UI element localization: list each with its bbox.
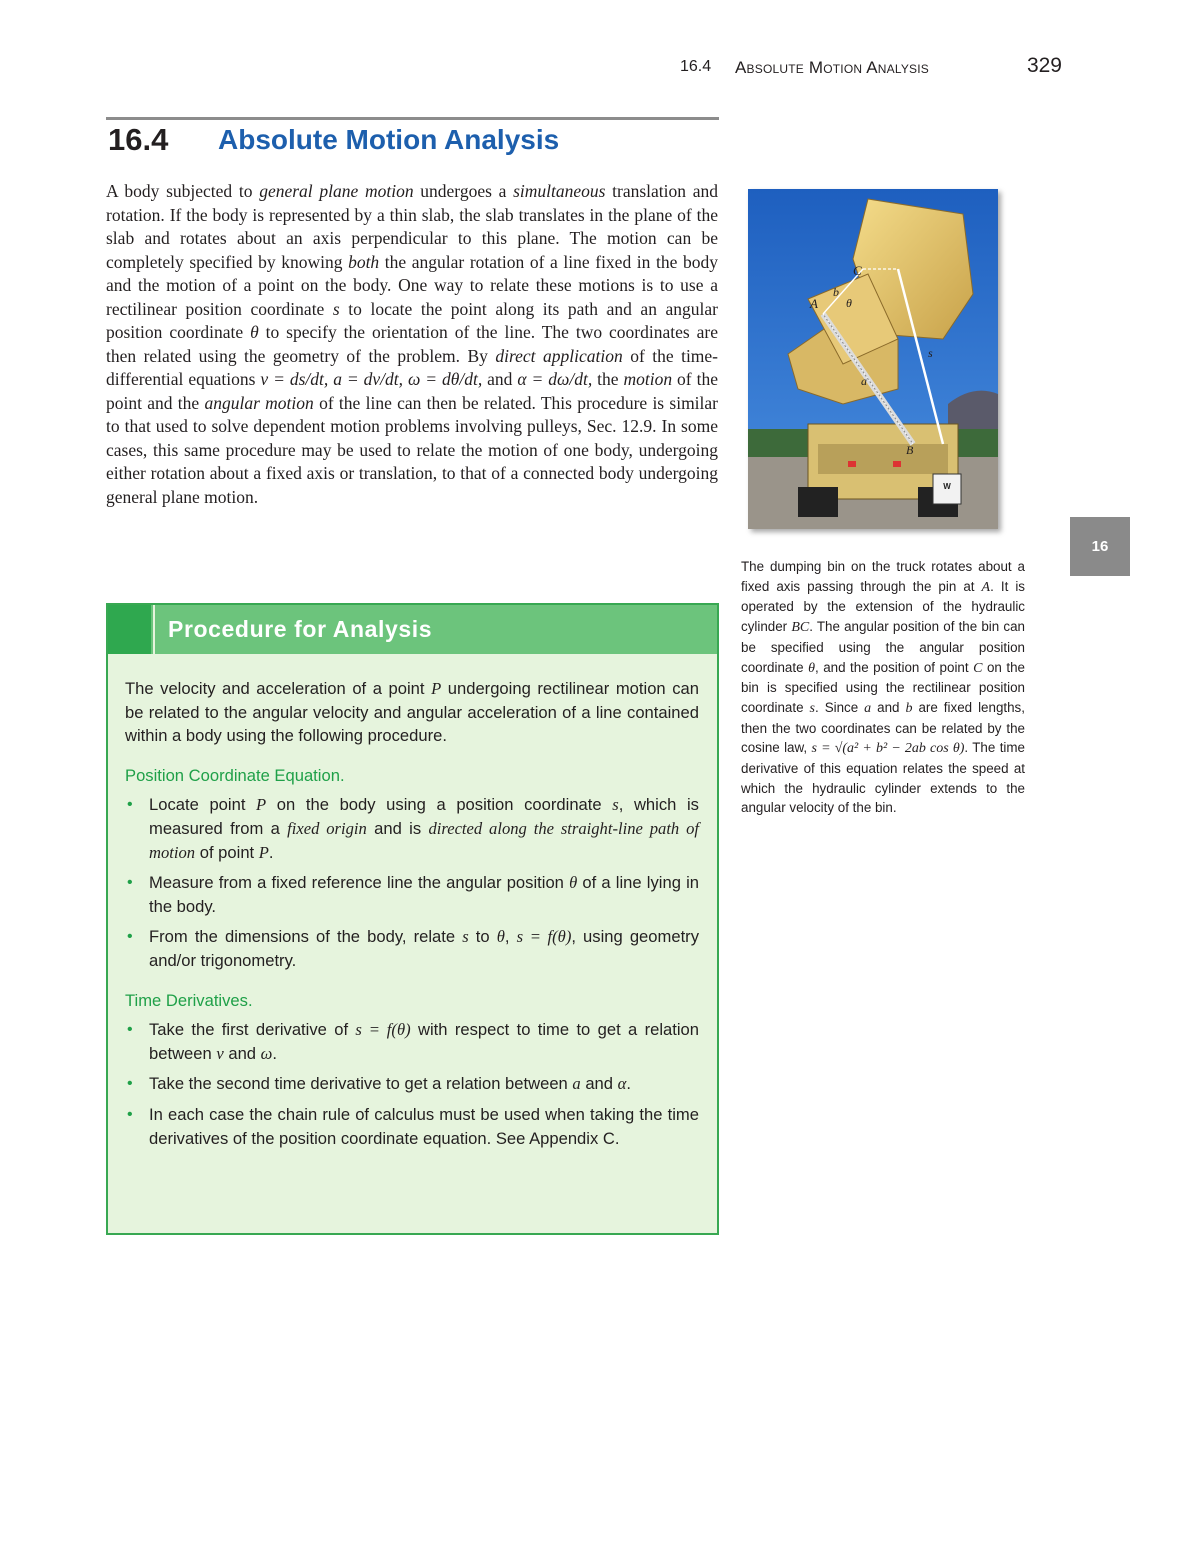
list-item: • Locate point P on the body using a position coordinate s, which is measured from a fixed origin and is directed along the straight-line path of motion of point P. bbox=[127, 795, 699, 862]
dump-truck-photo bbox=[748, 189, 998, 529]
label-A: A bbox=[810, 296, 818, 311]
procedure-header bbox=[108, 605, 717, 654]
procedure-intro: The velocity and acceleration of a point P undergoing rectilinear motion can be related to the angular velocity and angular acceleration of a line contained within a body using the following procedure. bbox=[125, 679, 699, 746]
bullet-icon: • bbox=[127, 1105, 133, 1123]
truck-placard-text: W bbox=[943, 482, 951, 491]
time-derivatives-heading: Time Derivatives. bbox=[125, 990, 253, 1010]
chapter-tab: 16 bbox=[1070, 517, 1130, 576]
list-item: • Take the second time derivative to get a relation between a and α. bbox=[125, 1072, 699, 1096]
label-b: b bbox=[833, 285, 839, 299]
figure-caption: The dumping bin on the truck rotates about a fixed axis passing through the pin at A. It is operated by the extension of the hydraulic cylinder BC. The angular position of the bin can be specified using the angular position coordinate θ, and the position of point C on the bin is specified using the rectilinear position coordinate s. Since a and b are fixed lengths, then the two coordinates can be related by the cosine law, s = √(a² + b² − 2ab cos θ). The time derivative of this equation relates the speed at which the hydraulic cylinder extends to the angular velocity of the bin. bbox=[741, 559, 1026, 816]
label-C: C bbox=[853, 263, 862, 278]
procedure-heading: Procedure for Analysis bbox=[168, 616, 433, 642]
running-head bbox=[650, 56, 1070, 80]
bullet-icon: • bbox=[127, 1021, 133, 1039]
procedure-box bbox=[106, 603, 719, 1235]
list-item: • Take the first derivative of s = f(θ) with respect to time to get a relation between v and ω. bbox=[127, 1020, 700, 1063]
label-theta: θ bbox=[846, 296, 852, 310]
page-number: 329 bbox=[1026, 54, 1062, 77]
label-a: a bbox=[861, 374, 867, 388]
position-coordinate-heading: Position Coordinate Equation. bbox=[125, 765, 345, 785]
list-item: • In each case the chain rule of calculus must be used when taking the time derivatives of the position coordinate equation. See Appendix C. bbox=[127, 1104, 699, 1148]
label-B: B bbox=[906, 443, 914, 457]
procedure-header-tab bbox=[108, 605, 151, 654]
time-steps-list bbox=[125, 1018, 699, 1150]
title-rule bbox=[106, 117, 719, 120]
running-head-section: 16.4 bbox=[680, 58, 712, 75]
section-number: 16.4 bbox=[108, 122, 169, 157]
list-item: • From the dimensions of the body, relate s to θ, s = f(θ), using geometry and/or trigonometry. bbox=[127, 927, 699, 970]
bullet-icon: • bbox=[127, 796, 133, 814]
label-s: s bbox=[928, 346, 933, 360]
list-item: • Measure from a fixed reference line the angular position θ of a line lying in the body. bbox=[127, 873, 699, 916]
procedure-body bbox=[125, 677, 699, 1157]
running-head-title: Absolute Motion Analysis bbox=[735, 58, 929, 77]
section-title: Absolute Motion Analysis bbox=[218, 124, 560, 155]
bullet-icon: • bbox=[127, 928, 133, 946]
body-paragraph: A body subjected to general plane motion undergoes a simultaneous translation and rotation. If the body is represented by a thin slab, the slab translates in the plane of the slab and rotates about an axis perpendicular to this plane. The motion can be completely specified by knowing both the angular rotation of a line fixed in the body and the motion of a point on the body. One way to relate these motions is to use a rectilinear position coordinate s to locate the point along its path and an angular position coordinate θ to specify the orientation of the line. The two coordinates are then related using the geometry of the problem. By direct application of the time-differential equations v = ds/dt, a = dv/dt, ω = dθ/dt, and α = dω/dt, the motion of the point and the angular motion of the line can then be related. This procedure is similar to that used to solve dependent motion problems involving pulleys, Sec. 12.9. In some cases, this same procedure may be used to relate the motion of one body, undergoing either rotation about a fixed axis or translation, to that of a connected body undergoing general plane motion. bbox=[106, 181, 719, 507]
bullet-icon: • bbox=[127, 1075, 133, 1093]
position-steps-list bbox=[125, 793, 699, 972]
dump-truck-illustration bbox=[748, 189, 998, 529]
procedure-header-divider bbox=[153, 605, 155, 654]
bullet-icon: • bbox=[127, 874, 133, 892]
